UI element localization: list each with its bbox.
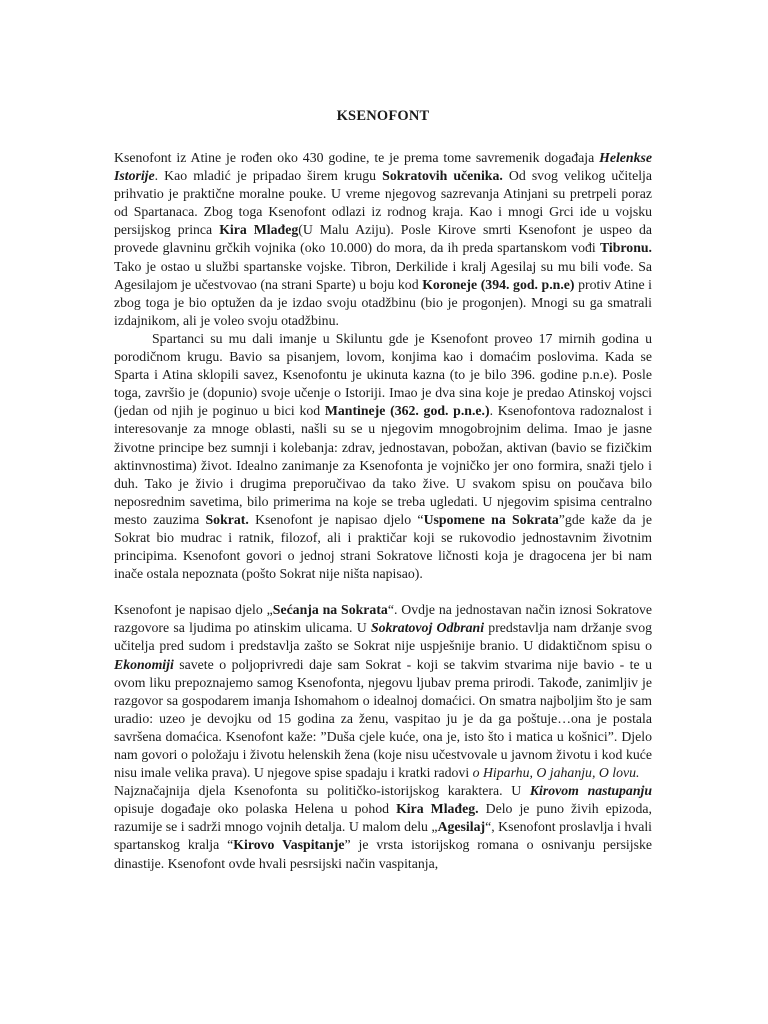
text-run: ”gde kaže da je Sokrat bio mudrac i ratnik, filozof, ali i praktičar koji se rukovodio jednostavnim životnim principima. Ksenofont govori o jednoj strani Sokratove ličnosti koja je dragocena jer bi nam inače ostala nepoznata (pošto Sokrat nije ništa napisao). [114,511,652,582]
emphasis-text: Tibronu. [599,240,652,256]
text-run: Tako je ostao u službi spartanske vojske. Tibron, Derkilide i kralj Agesilaj su mu bili vođe. Sa Agesilajom je učestvovao (na strani Sparte) u boju kod [114,258,652,292]
paragraph-2 [114,330,652,583]
emphasis-text: Kira Mlađeg [219,222,299,238]
emphasis-text: Ekonomiji [114,656,174,672]
emphasis-text: Sokratovih učenika. [382,168,503,184]
emphasis-text: Agesilaj [437,819,486,835]
text-run: protiv Atine i zbog toga je bio optužen da je izdao svoju otadžbinu (bio je progonjen). Mnogi su ga smatrali izdajnikom, ali je voleo svoju otadžbinu. [114,276,652,328]
emphasis-text: Mantineje (362. god. p.n.e.) [324,403,490,419]
text-run: (U Malu Aziju). Posle Kirove smrti Ksenofont je uspeo da provede glavninu grčkih vojnika (oko 10.000) do mora, da ih preda spartanskom vođi [114,222,652,256]
emphasis-text: Koroneje (394. god. p.n.e) [422,276,575,292]
emphasis-text: Kira Mlađeg. [396,801,479,817]
emphasis-text: o Hiparhu, O jahanju, O lovu. [472,765,640,781]
emphasis-text: Helenkse Istorije [114,150,652,184]
text-run: ” je vrsta istorijskog romana o osnivanju persijske dinastije. Ksenofont ovde hvali pesrsijski način vaspitanja, [114,837,652,871]
emphasis-text: Sokrat. [205,511,249,527]
document-body [114,149,652,873]
emphasis-text: Uspomene na Sokrata [423,511,559,527]
text-run: Od svog velikog učitelja prihvatio je praktične moralne pouke. U vreme njegovog sazrevanja Atinjani su pretrpeli poraz od Spartanaca. Zbog toga Ksenofont odlazi iz rodnog kraja. Kao i mnogi Grci ide u vojsku persijskog princa [114,168,652,238]
text-run: Ksenofont je napisao djelo “ [248,511,424,527]
emphasis-text: Sećanja na Sokrata [272,602,388,618]
emphasis-text: Kirovo Vaspitanje [233,837,345,853]
text-run: predstavlja nam držanje svog učitelja pred sudom i predstavlja zašto se Sokrat nije uspješnije branio. U didaktičnom spisu o [114,620,653,654]
text-run: savete o poljoprivredi daje sam Sokrat - koji se takvim stvarima nije bavio - te u ovom liku prepoznajemo samog Ksenofonta, njegovu ljubav prema prirodi. Takođe, zanimljiv je razgovor sa gospodarem imanja Ishomahom o idealnoj domaćici. On smatra najboljim što je sam uradio: uzeo je devojku od 15 godina za ženu, vaspitao ju je da ga poštuje…ona je postala savršena domaćica. Ksenofont kaže: ”Duša cjele kuće, ona je, isto što i matica u košnici”. Djelo nam govori o položaju i životu helenskih žena (koje nisu učestvovale u javnom životu i kod kuće nisu imale velika prava). U njegove spise spadaju i kratki radovi [114,656,652,781]
text-run: Ksenofont iz Atine je rođen oko 430 godine, te je prema tome savremenik događaja [114,150,600,165]
document-title: KSENOFONT [336,108,430,124]
emphasis-text: Sokratovoj Odbrani [370,620,485,636]
text-run: . Ksenofontova radoznalost i interesovanje za mnoge oblasti, našli su se u njegovim mnogobrojnim delima. Imao je jasne životne principe bez sumnji i kolebanja: zdrav, jednostavan, pobožan, aktivan (bavio se fizičkim aktinvnostima) život. Idealno zanimanje za Ksenofonta je vojničko jer ono formira, snaži tjelo i duh. Tako je živio i drugima preporučivao da tako žive. U svakom spisu on poučava bilo neposrednim savetima, bilo primerima na koje se treba ugledati. U njegovim spisima centralno mesto zauzima [114,403,652,527]
text-run: Najznačajnija djela Ksenofonta su političko-istorijskog karaktera. U [114,783,530,799]
text-run: . Kao mladić je pripadao širem krugu [154,168,383,184]
text-run: Ksenofont je napisao djelo „ [114,602,273,618]
text-run: “. Ovdje na jednostavan način iznosi Sokratove razgovore sa ljudima po atinskim ulicama. U [114,602,653,636]
paragraph-3 [114,601,652,782]
emphasis-text: Kirovom nastupanju [529,783,652,799]
text-run: Spartanci su mu dali imanje u Skiluntu gde je Ksenofont proveo 17 mirnih godina u porodičnom krugu. Bavio sa pisanjem, lovom, konjima kao i domaćim poslovima. Kada se Sparta i Atina sklopili savez, Ksenofontu je ukinuta kazna (to je bilo 396. godine p.n.e). Posle toga, završio je (dopunio) svoje učenje o Istoriji. Imao je dva sina koje je predao Atinskoj vojsci (jedan od njih je poginuo u bici kod [114,330,652,419]
text-run: opisuje događaje oko polaska Helena u pohod [114,801,397,817]
text-run: “, Ksenofont proslavlja i hvali spartanskog kralja “ [114,819,652,853]
paragraph-1 [114,149,652,330]
text-run: Delo je puno živih epizoda, razumije se i sadrži mnogo vojnih detalja. U malom delu „ [114,801,652,835]
paragraph-4 [114,782,652,872]
